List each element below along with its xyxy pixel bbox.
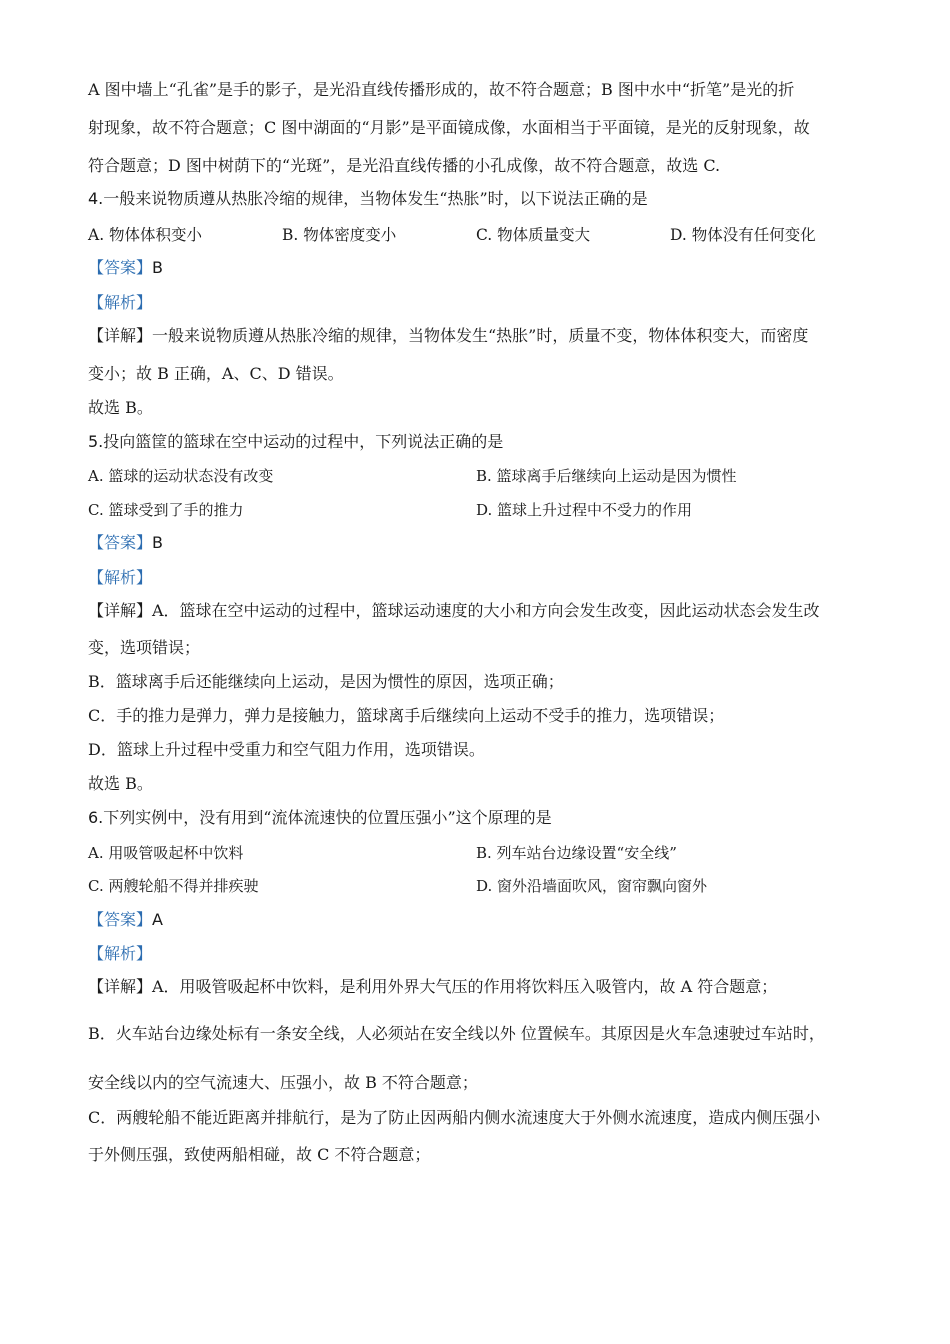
question-5-detail-line-5: D．篮球上升过程中受重力和空气阻力作用，选项错误。	[88, 740, 485, 759]
question-5-text: 投向篮筐的篮球在空中运动的过程中，下列说法正确的是	[103, 432, 504, 451]
question-5-stem	[88, 432, 503, 452]
question-6-stem	[88, 808, 552, 828]
question-6-option-a: A. 用吸管吸起杯中饮料	[88, 844, 244, 862]
question-4-option-d: D. 物体没有任何变化	[670, 226, 816, 244]
question-4-option-b: B. 物体密度变小	[282, 226, 397, 244]
question-6-number: 6.	[88, 808, 104, 827]
answer-value: B	[152, 258, 163, 277]
question-4-option-c: C. 物体质量变大	[476, 226, 591, 244]
question-6-option-b: B. 列车站台边缘设置“安全线”	[476, 844, 677, 862]
question-5-detail-line-1: 【详解】A．篮球在空中运动的过程中，篮球运动速度的大小和方向会发生改变，因此运动状态会发生改	[88, 601, 820, 620]
question-5-option-b: B. 篮球离手后继续向上运动是因为惯性	[476, 467, 737, 485]
question-5-detail-line-4: C．手的推力是弹力，弹力是接触力，篮球离手后继续向上运动不受手的推力，选项错误；	[88, 706, 725, 725]
question-5-answer	[88, 533, 163, 553]
question-5-analysis-tag: 【解析】	[88, 568, 153, 587]
prev-explanation-line-1: A 图中墙上“孔雀”是手的影子，是光沿直线传播形成的，故不符合题意；B 图中水中“折笔”是光的折	[88, 80, 795, 99]
question-4-text: 一般来说物质遵从热胀冷缩的规律，当物体发生“热胀”时，以下说法正确的是	[103, 189, 648, 208]
prev-explanation-line-3: 符合题意；D 图中树荫下的“光斑”，是光沿直线传播的小孔成像，故不符合题意，故选 C.	[88, 156, 721, 175]
question-4-option-a: A. 物体体积变小	[88, 226, 203, 244]
question-6-detail-line-3: 安全线以内的空气流速大、压强小，故 B 不符合题意；	[88, 1073, 478, 1092]
question-6-text: 下列实例中，没有用到“流体流速快的位置压强小”这个原理的是	[103, 808, 552, 827]
question-6-detail-line-2: B．火车站台边缘处标有一条安全线，人必须站在安全线以外 位置候车。其原因是火车急速驶过车站时，	[88, 1024, 825, 1043]
question-4-detail-line-2: 变小；故 B 正确，A、C、D 错误。	[88, 364, 344, 383]
question-4-stem	[88, 189, 648, 209]
question-6-detail-line-1: 【详解】A．用吸管吸起杯中饮料，是利用外界大气压的作用将饮料压入吸管内，故 A 符合题意；	[88, 977, 778, 996]
question-4-answer	[88, 258, 163, 278]
question-6-option-d: D. 窗外沿墙面吹风，窗帘飘向窗外	[476, 877, 708, 895]
question-6-option-c: C. 两艘轮船不得并排疾驶	[88, 877, 259, 895]
question-5-detail-line-3: B．篮球离手后还能继续向上运动，是因为惯性的原因，选项正确；	[88, 672, 564, 691]
question-5-option-a: A. 篮球的运动状态没有改变	[88, 467, 274, 485]
question-4-analysis-tag: 【解析】	[88, 293, 153, 312]
answer-tag: 【答案】	[88, 910, 153, 929]
question-5-number: 5.	[88, 432, 104, 451]
question-6-detail-line-5: 于外侧压强，致使两船相碰，故 C 不符合题意；	[88, 1145, 431, 1164]
question-4-detail-line-1: 【详解】一般来说物质遵从热胀冷缩的规律，当物体发生“热胀”时，质量不变，物体体积变大，而密度	[88, 326, 809, 345]
answer-value: A	[152, 910, 163, 929]
question-5-conclusion: 故选 B。	[88, 774, 153, 793]
question-6-answer	[88, 910, 163, 930]
question-6-analysis-tag: 【解析】	[88, 944, 153, 963]
question-4-conclusion: 故选 B。	[88, 398, 153, 417]
question-5-option-d: D. 篮球上升过程中不受力的作用	[476, 501, 693, 519]
question-5-option-c: C. 篮球受到了手的推力	[88, 501, 244, 519]
answer-tag: 【答案】	[88, 533, 153, 552]
question-4-number: 4.	[88, 189, 104, 208]
answer-tag: 【答案】	[88, 258, 153, 277]
prev-explanation-line-2: 射现象，故不符合题意；C 图中湖面的“月影”是平面镜成像，水面相当于平面镜，是光的反射现象，故	[88, 118, 810, 137]
question-5-detail-line-2: 变，选项错误；	[88, 638, 201, 657]
answer-value: B	[152, 533, 163, 552]
question-6-detail-line-4: C．两艘轮船不能近距离并排航行，是为了防止因两船内侧水流速度大于外侧水流速度，造成内侧压强小	[88, 1108, 821, 1127]
